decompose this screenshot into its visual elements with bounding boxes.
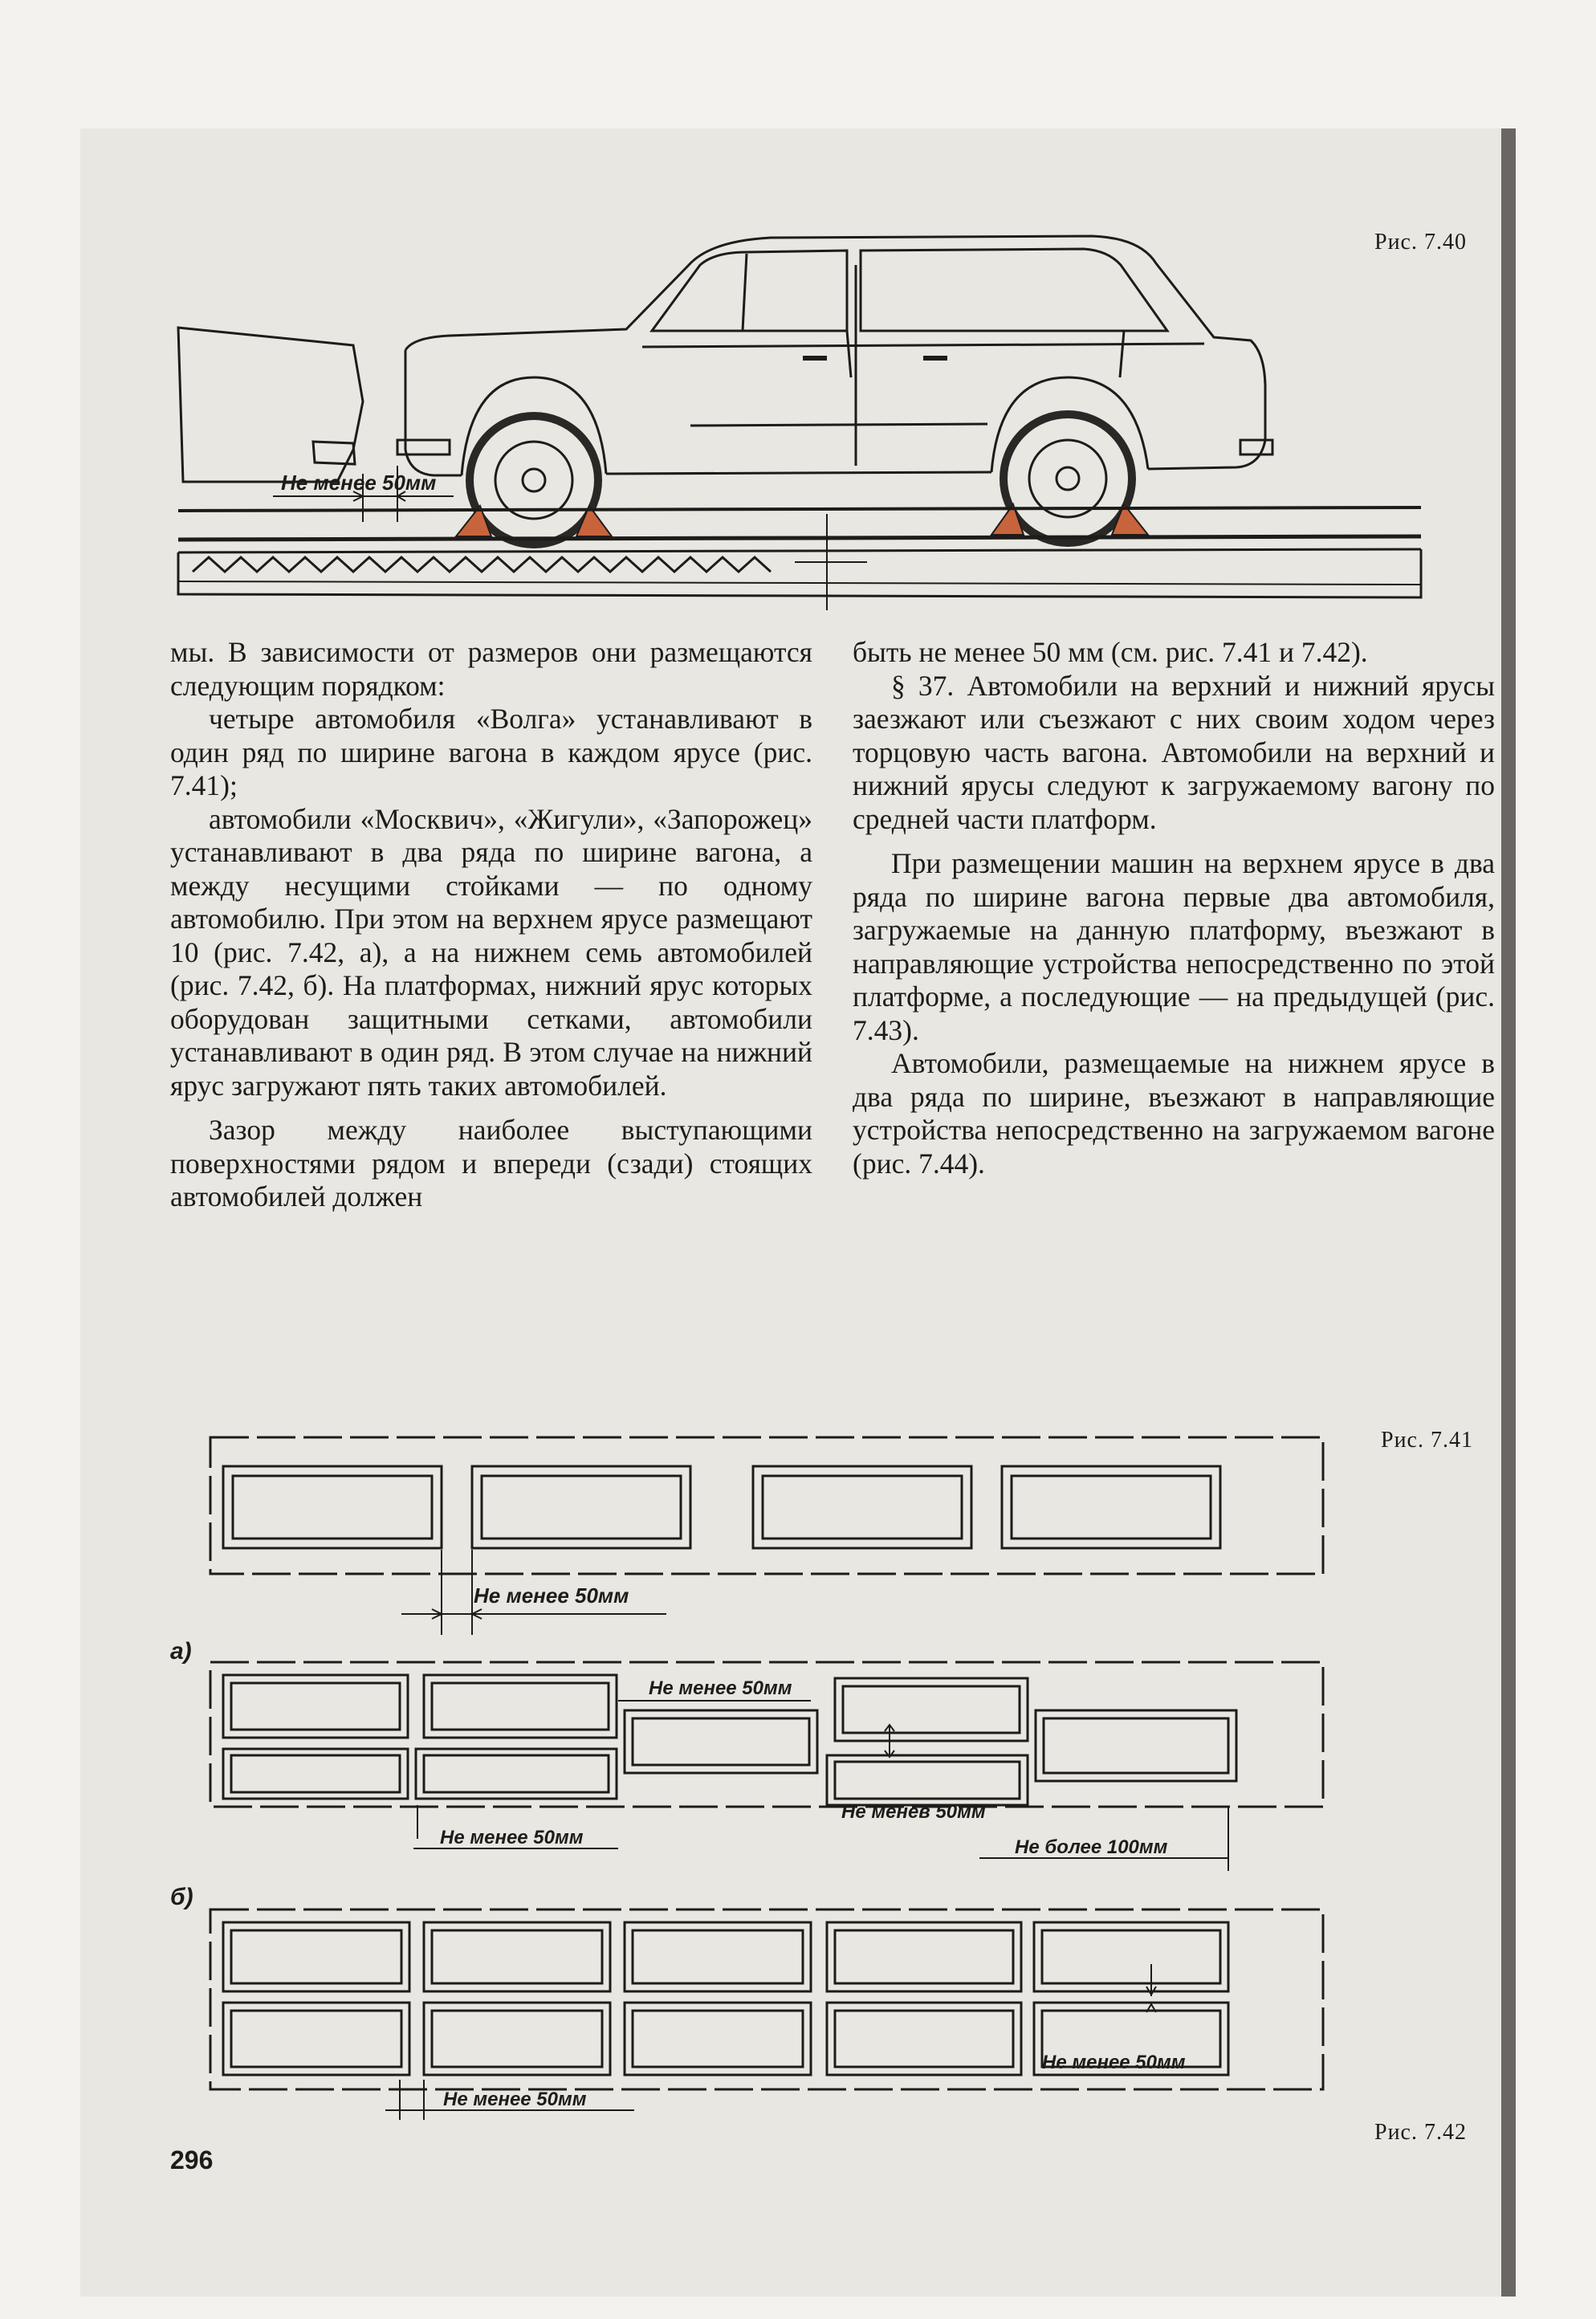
previous-car-trunk bbox=[178, 328, 363, 482]
right-paragraph-3: При размещении машин на верхнем ярусе в два ряда по ширине вагона первые два автомобиля, загружаемые на данную платформу, въезжают в направляющие устройства непосредственно по этой платформе, а последующие — на предыдущей (рис. 7.43). bbox=[853, 847, 1495, 1046]
fig42a-dim-max: Не более 100мм bbox=[1015, 1836, 1168, 1858]
left-paragraph-2: четыре автомобиля «Волга» устанавливают в один ряд по ширине вагона в каждом ярусе (рис. 7.41); bbox=[170, 703, 812, 801]
car-outline bbox=[223, 1675, 408, 1738]
fig42b-dim-bottom: Не менее 50мм bbox=[443, 2089, 587, 2110]
fig-7-41-caption: Рис. 7.41 bbox=[1381, 1428, 1473, 1453]
platform-outline bbox=[210, 1437, 1323, 1574]
fig40-dimension-label: Не менее 50мм bbox=[281, 471, 437, 495]
fig42b-dim-right: Не менее 50мм bbox=[1042, 2052, 1186, 2073]
text-column-left bbox=[170, 636, 812, 1214]
car-window-rear bbox=[652, 251, 847, 331]
left-paragraph-4: Зазор между наиболее выступающими поверхностями рядом и впереди (сзади) стоящих автомобилей должен bbox=[170, 1114, 812, 1212]
fig42-part-a-label: а) bbox=[170, 1638, 192, 1665]
right-paragraph-4: Автомобили, размещаемые на нижнем ярусе в два ряда по ширине, въезжают в направляющие устройства непосредственно на загружаемом вагоне (рис. 7.44). bbox=[853, 1047, 1495, 1180]
text-column-right bbox=[853, 636, 1495, 1180]
car-outline bbox=[223, 1466, 442, 1548]
car-outline bbox=[223, 1922, 409, 1991]
right-paragraph-2: § 37. Автомобили на верхний и нижний ярусы заезжают или съезжают с них своим ходом через торцовую часть вагона. Автомобили на верхний и нижний ярусы следуют к загружаемому вагону по средней части платформ. bbox=[853, 669, 1495, 835]
left-paragraph-3: автомобили «Москвич», «Жигули», «Запорожец» устанавливают в два ряда по ширине вагона, а между несущими стойками — по одному автомобилю. При этом на верхнем ярусе размещают 10 (рис. 7.42, а), а на нижнем семь автомобилей (рис. 7.42, б). На платформах, нижний ярус которых оборудован защитными сетками, автомобили устанавливают в один ряд. В этом случае на нижний ярус загружают пять таких автомобилей. bbox=[170, 802, 812, 1102]
fig-7-42-caption: Рис. 7.42 bbox=[1374, 2120, 1467, 2145]
car-window-front bbox=[861, 249, 1167, 331]
figure-7-40 bbox=[0, 0, 1596, 642]
fig-7-40-caption: Рис. 7.40 bbox=[1374, 230, 1467, 255]
fig42a-dim-top: Не менее 50мм bbox=[649, 1677, 792, 1699]
fig42a-dim-bottom: Не менее 50мм bbox=[440, 1827, 584, 1848]
fig41-dimension-label: Не менее 50мм bbox=[474, 1583, 629, 1608]
page-number: 296 bbox=[170, 2146, 214, 2174]
left-paragraph-1: мы. В зависимости от размеров они размещаются следующим порядком: bbox=[170, 636, 812, 702]
right-paragraph-1: быть не менее 50 мм (см. рис. 7.41 и 7.42). bbox=[853, 636, 1368, 668]
figure-7-41 bbox=[0, 1421, 1596, 1662]
fig42a-dim-mid: Не менев 50мм bbox=[841, 1801, 986, 1823]
fig42-part-b-label: б) bbox=[170, 1884, 193, 1910]
car-body bbox=[405, 236, 1265, 469]
figure-7-42 bbox=[0, 1638, 1596, 2152]
